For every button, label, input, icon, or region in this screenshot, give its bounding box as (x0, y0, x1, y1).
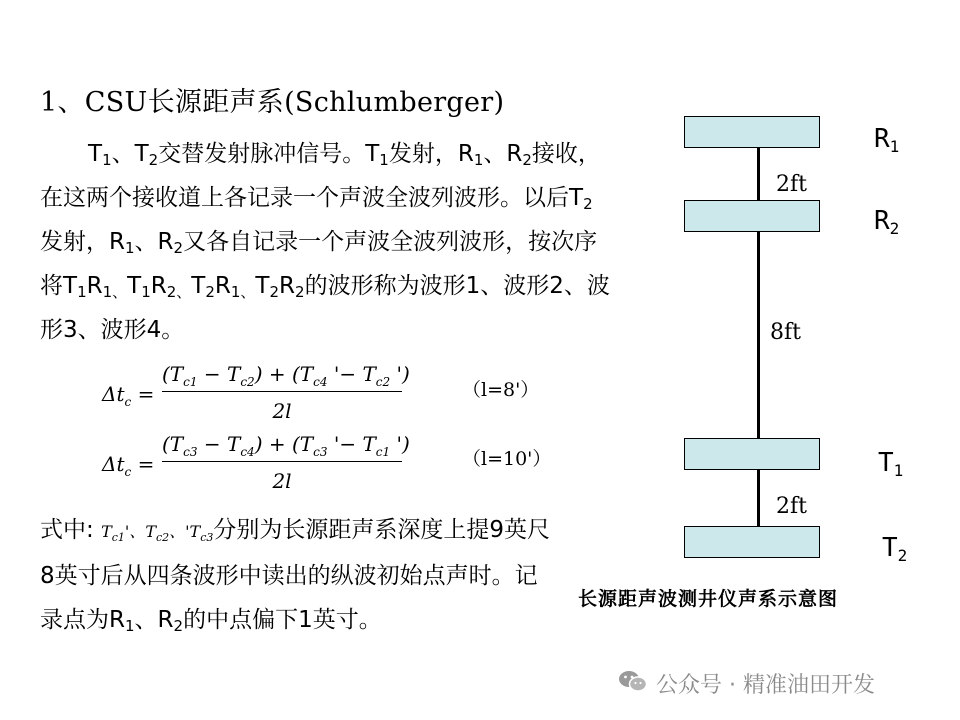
transmitter-t2-block (684, 526, 820, 558)
description-paragraph: $T_1$、$T_2$交替发射脉冲信号。$T_1$发射，$R_1$、$R_2$接收，在这两个接收道上各记录一个声波全波列波形。以后$T_2$发射，$R_1$、$R_2$又各自记录一个声波全波列波形，按次序将$T_1R_{1、}T_1R_{2、}T_2R_{1、}T_2R_2$的波形称为波形1、波形2、波形3、波形4。 (40, 141, 610, 343)
formula-2-denominator: 2l (272, 469, 292, 493)
watermark-text: 公众号 · 精准油田开发 (656, 673, 875, 698)
spacing-t1-t2: 2ft (776, 494, 807, 519)
formula-1 (102, 360, 412, 430)
slide-title: 1、CSU长源距声系(Schlumberger) (40, 87, 505, 118)
formula-1-fraction (162, 360, 410, 425)
transmitter-t1-block (684, 438, 820, 470)
formula-2-numerator: $(T_{c3} - T_{c4}) + (T_{c3}$ '− $T_{c1}$ ') (162, 432, 410, 459)
spacing-r1-r2: 2ft (776, 172, 807, 197)
label-t2: $T_2$ (882, 533, 908, 565)
formula-1-fraction-bar (162, 391, 402, 392)
tool-body-line-upper (757, 148, 760, 202)
tool-body-line-middle (757, 232, 760, 440)
receiver-r2-block (684, 200, 820, 232)
tool-body-line-lower (757, 468, 760, 528)
formula-2 (102, 430, 412, 500)
formula-1-denominator: 2l (272, 399, 292, 423)
formula-2-fraction-bar (162, 461, 402, 462)
label-t1: $T_1$ (878, 448, 904, 480)
formula-2-lhs: $\Delta t_c$ = (102, 452, 155, 479)
receiver-r1-block (684, 116, 820, 148)
watermark (618, 668, 875, 699)
spacing-r2-t1: 8ft (770, 320, 801, 345)
symbol-explanation: 式中: $T_{c1}'$、$T_{c2}$、'$T_{c3}$分别为长源距声系深度上提9英尺8英寸后从四条波形中读出的纵波初始点声时。记录点为$R_1$、$R_2$的中点偏下1英寸。 (40, 517, 551, 635)
label-r2: $R_2$ (874, 206, 900, 238)
wechat-icon (618, 669, 648, 699)
symbol-tc1: $T_{c1}'$、$T_{c2}$、'$T_{c3}$ (101, 522, 214, 544)
formula-1-condition: （l=8'） (462, 379, 540, 401)
formula-2-condition: （l=10'） (462, 448, 552, 470)
label-r1: $R_1$ (874, 124, 900, 156)
diagram-caption: 长源距声波测井仪声系示意图 (578, 588, 839, 610)
formula-2-fraction (162, 430, 410, 495)
formula-1-numerator: $(T_{c1} - T_{c2}) + (T_{c4}$ '− $T_{c2}$ ') (162, 362, 410, 389)
formula-1-lhs: $\Delta t_c$ = (102, 382, 155, 409)
